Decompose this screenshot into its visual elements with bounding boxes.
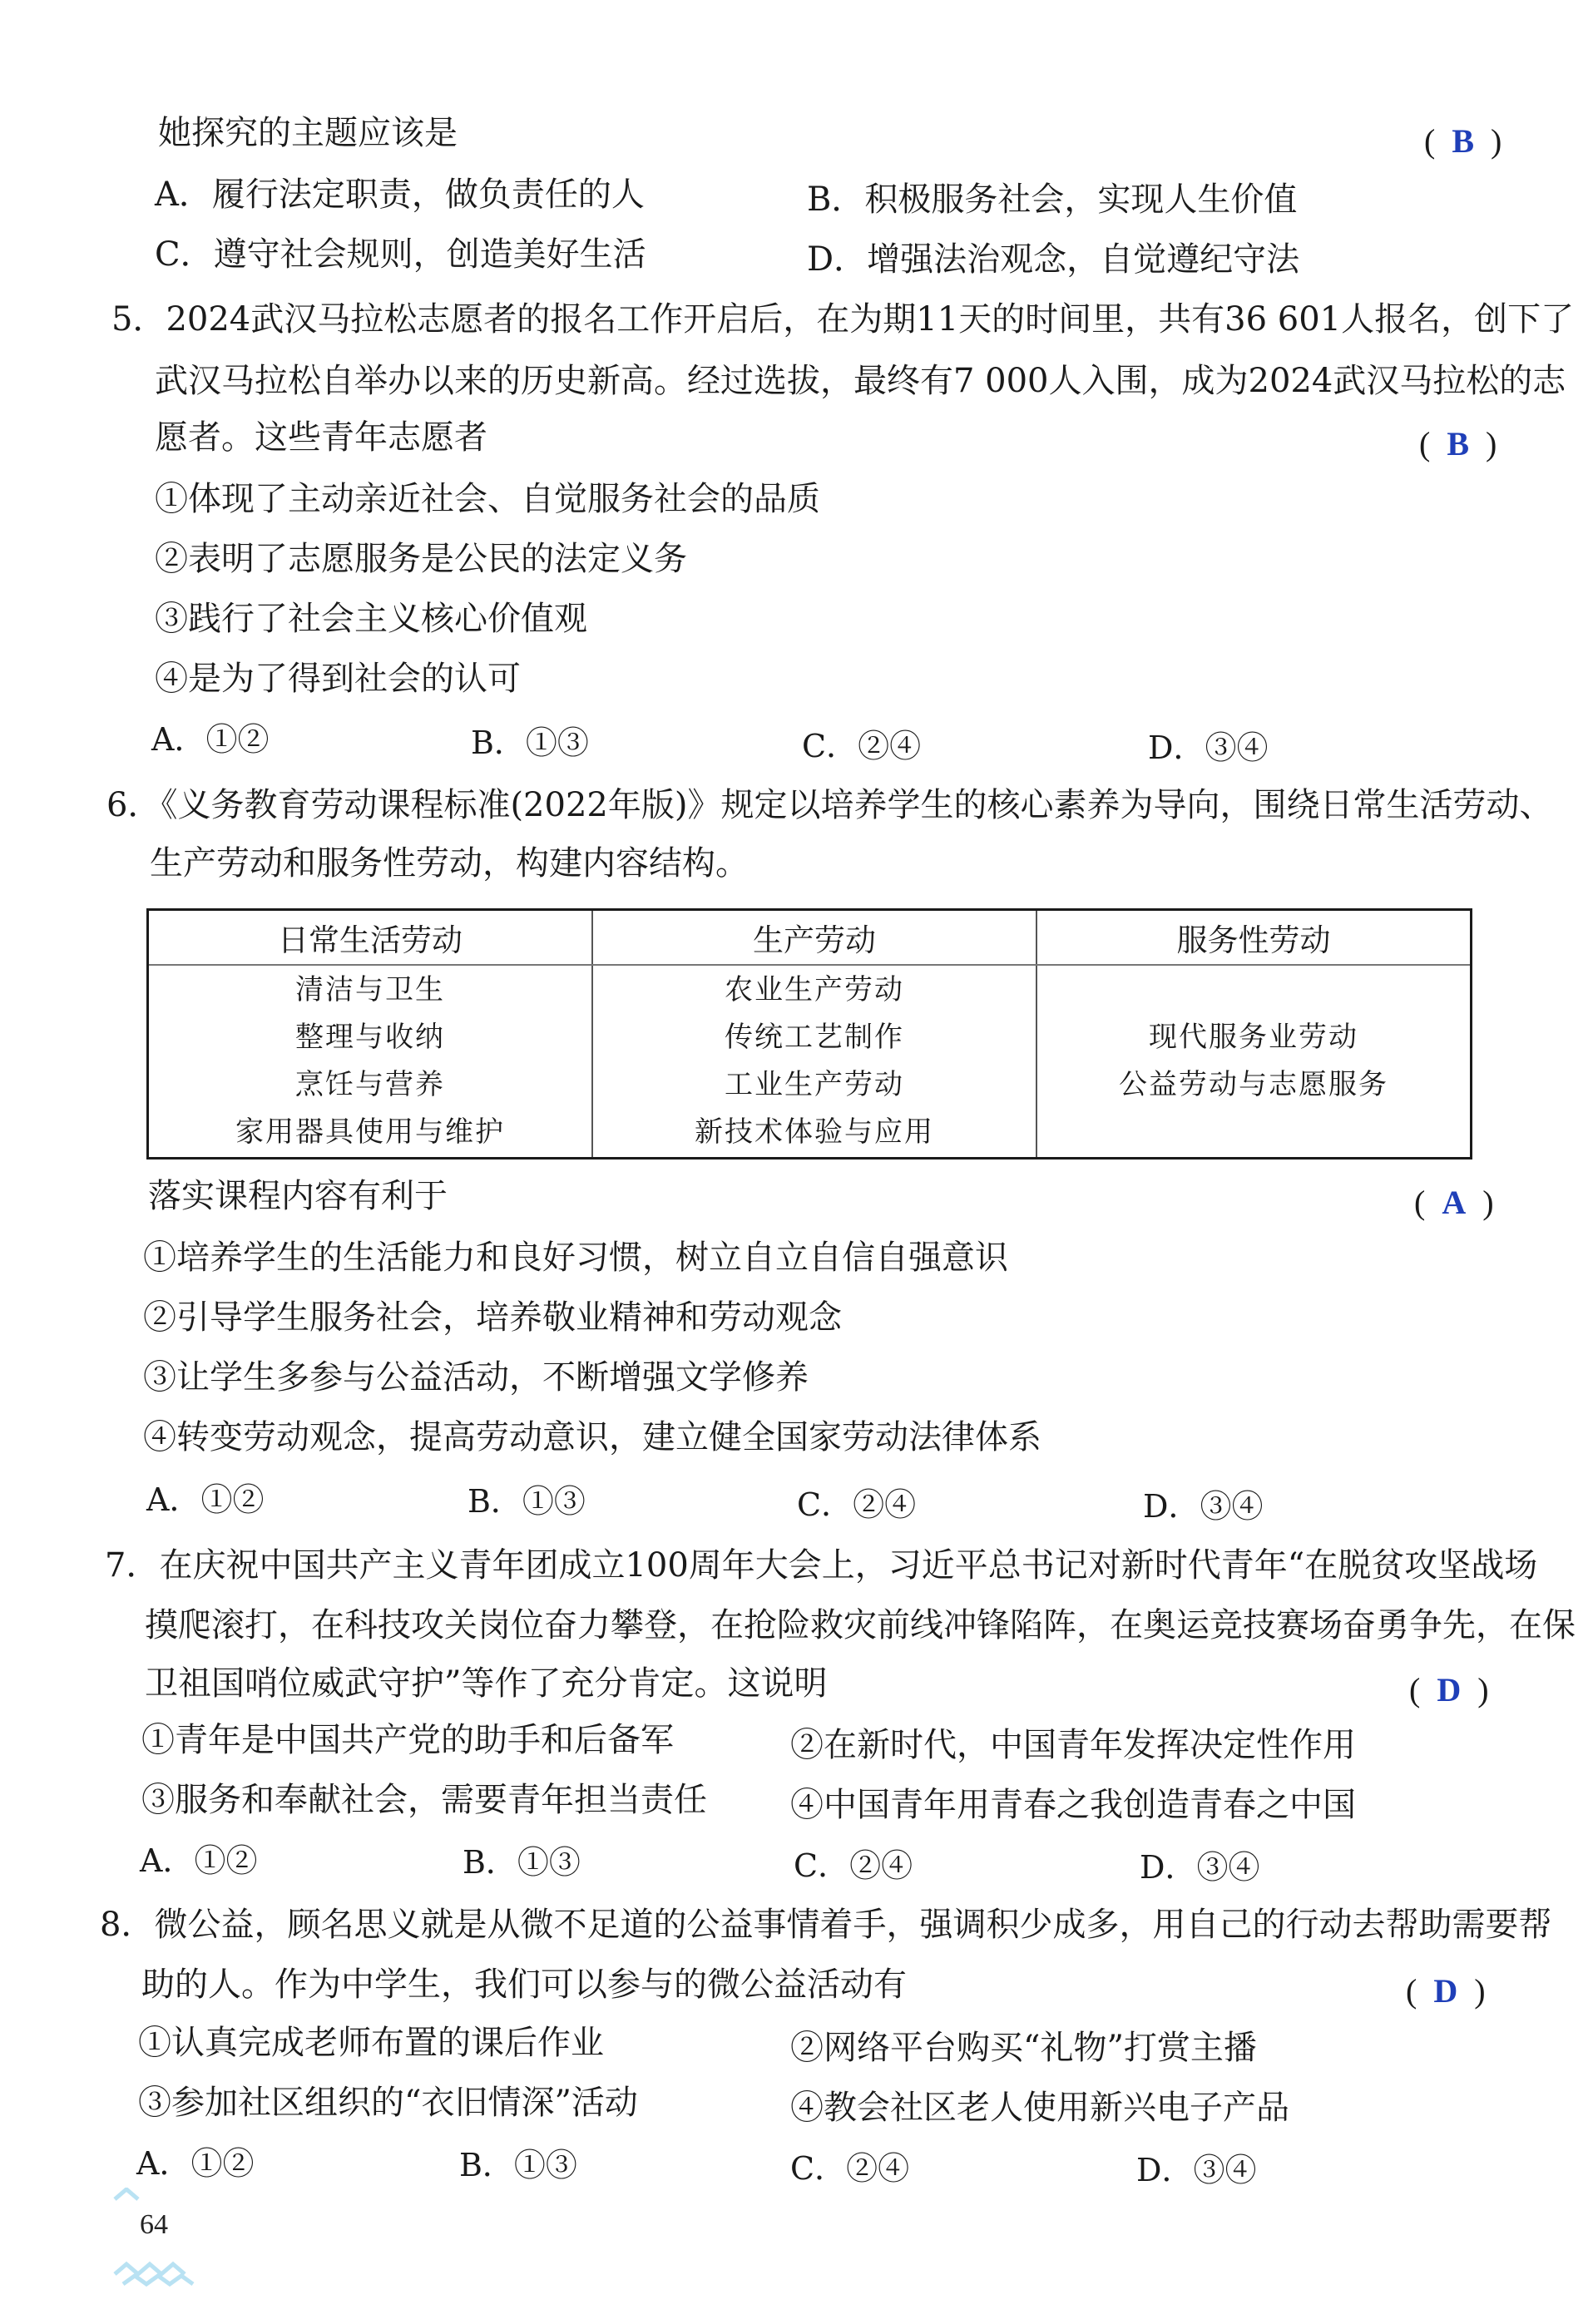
q7-line-2: 摸爬滚打，在科技攻关岗位奋力攀登，在抢险救灾前线冲锋陷阵，在奥运竞技赛场奋勇争先，在保 (145, 1606, 1576, 1644)
q5-answer-bracket: ( B ) (1419, 425, 1497, 462)
q5-option-b: B．①③ (471, 724, 589, 761)
q6-stem: 落实课程内容有利于 (148, 1177, 448, 1215)
q8-option-d: D．③④ (1136, 2152, 1257, 2188)
page-number: 64 (140, 2209, 168, 2240)
q6-answer: A (1442, 1184, 1467, 1221)
table-cell: 整理与收纳 (295, 1021, 445, 1054)
q8-line-2: 助的人。作为中学生，我们可以参与的微公益活动有 (141, 1966, 907, 2004)
q4-answer-bracket: ( B ) (1424, 122, 1502, 160)
q7-line-3: 卫祖国哨位威武守护”等作了充分肯定。这说明 (145, 1664, 828, 1703)
q8-answer-bracket: ( D ) (1406, 1972, 1486, 2010)
q8-item-4: ④教会社区老人使用新兴电子产品 (790, 2089, 1289, 2127)
table-cell: 家用器具使用与维护 (235, 1115, 505, 1149)
q8-line-1: 8．微公益，顾名思义就是从微不足道的公益事情着手，强调积少成多，用自己的行动去帮助需要帮 (100, 1906, 1552, 1944)
q6-line-2: 生产劳动和服务性劳动，构建内容结构。 (150, 844, 749, 883)
q5-line-1: 5．2024武汉马拉松志愿者的报名工作开启后，在为期11天的时间里，共有36 601人报名，创下了 (111, 300, 1575, 339)
q6-item-3: ③让学生多参与公益活动，不断增强文学修养 (143, 1358, 809, 1397)
q6-item-2: ②引导学生服务社会，培养敬业精神和劳动观念 (143, 1298, 842, 1337)
q5-option-a: A．①② (151, 721, 270, 758)
table-cell: 新技术体验与应用 (695, 1115, 934, 1149)
q4-option-b: B．积极服务社会，实现人生价值 (807, 180, 1298, 219)
q7-option-a: A．①② (140, 1842, 258, 1879)
q6-option-a: A．①② (146, 1481, 265, 1518)
q8-option-b: B．①③ (459, 2147, 577, 2183)
q6-item-4: ④转变劳动观念，提高劳动意识，建立健全国家劳动法律体系 (143, 1418, 1041, 1456)
q7-answer-bracket: ( D ) (1409, 1671, 1489, 1708)
table-col-daily-labor (148, 965, 593, 1159)
q7-option-b: B．①③ (463, 1844, 581, 1881)
q7-item-2: ②在新时代，中国青年发挥决定性作用 (790, 1726, 1356, 1764)
q5-line-2: 武汉马拉松自举办以来的历史新高。经过选拔，最终有7 000人入围，成为2024武汉马拉松的志 (155, 362, 1566, 400)
q8-option-a: A．①② (136, 2145, 255, 2182)
q8-answer: D (1433, 1972, 1458, 2010)
labor-course-table (146, 908, 1472, 1160)
table-cell: 传统工艺制作 (725, 1021, 904, 1054)
q8-item-3: ③参加社区组织的“衣旧情深”活动 (138, 2084, 638, 2122)
q7-item-4: ④中国青年用青春之我创造青春之中国 (790, 1786, 1356, 1824)
q6-option-b: B．①③ (468, 1483, 586, 1520)
table-header-service-labor: 服务性劳动 (1036, 910, 1472, 966)
q6-option-c: C．②④ (797, 1486, 917, 1523)
table-header-production-labor: 生产劳动 (592, 910, 1036, 966)
q5-answer: B (1447, 425, 1470, 462)
q5-item-4: ④是为了得到社会的认可 (155, 660, 521, 698)
table-cell: 公益劳动与志愿服务 (1119, 1068, 1388, 1101)
q6-item-1: ①培养学生的生活能力和良好习惯，树立自立自信自强意识 (143, 1239, 1008, 1277)
table-cell: 农业生产劳动 (725, 973, 904, 1006)
q8-item-1: ①认真完成老师布置的课后作业 (138, 2024, 604, 2062)
table-header-daily-labor: 日常生活劳动 (148, 910, 593, 966)
q8-item-2: ②网络平台购买“礼物”打赏主播 (790, 2029, 1257, 2067)
q7-option-c: C．②④ (794, 1847, 913, 1884)
q6-line-1: 6．《义务教育劳动课程标准(2022年版)》规定以培养学生的核心素养为导向，围绕日常生活劳动、 (106, 786, 1553, 824)
q4-stem: 她探究的主题应该是 (158, 114, 458, 152)
q5-item-3: ③践行了社会主义核心价值观 (155, 600, 587, 638)
table-cell: 烹饪与营养 (295, 1068, 445, 1101)
q6-option-d: D．③④ (1143, 1488, 1264, 1525)
q5-item-1: ①体现了主动亲近社会、自觉服务社会的品质 (155, 480, 820, 518)
q7-option-d: D．③④ (1140, 1849, 1260, 1886)
q7-answer: D (1437, 1671, 1462, 1708)
table-col-service-labor (1036, 965, 1472, 1159)
table-header-row (148, 910, 1472, 966)
table-cell: 清洁与卫生 (295, 973, 445, 1006)
q6-answer-bracket: ( A ) (1414, 1184, 1494, 1221)
q7-line-1: 7．在庆祝中国共产主义青年团成立100周年大会上，习近平总书记对新时代青年“在脱贫攻坚战场 (105, 1546, 1538, 1585)
q5-option-d: D．③④ (1148, 729, 1269, 766)
q5-line-3: 愿者。这些青年志愿者 (155, 418, 487, 457)
q5-option-c: C．②④ (802, 728, 922, 764)
q7-item-1: ①青年是中国共产党的助手和后备军 (141, 1721, 674, 1759)
table-cell: 工业生产劳动 (725, 1068, 904, 1101)
q5-item-2: ②表明了志愿服务是公民的法定义务 (155, 540, 687, 578)
table-col-production-labor (592, 965, 1036, 1159)
table-content-row (148, 965, 1472, 1159)
q4-answer: B (1452, 122, 1475, 160)
q8-option-c: C．②④ (790, 2150, 910, 2187)
q7-item-3: ③服务和奉献社会，需要青年担当责任 (141, 1781, 707, 1819)
q4-option-a: A．履行法定职责，做负责任的人 (155, 176, 645, 214)
table-cell: 现代服务业劳动 (1149, 1021, 1358, 1054)
q4-option-d: D．增强法治观念，自觉遵纪守法 (807, 240, 1300, 279)
q4-option-c: C．遵守社会规则，创造美好生活 (155, 235, 646, 274)
